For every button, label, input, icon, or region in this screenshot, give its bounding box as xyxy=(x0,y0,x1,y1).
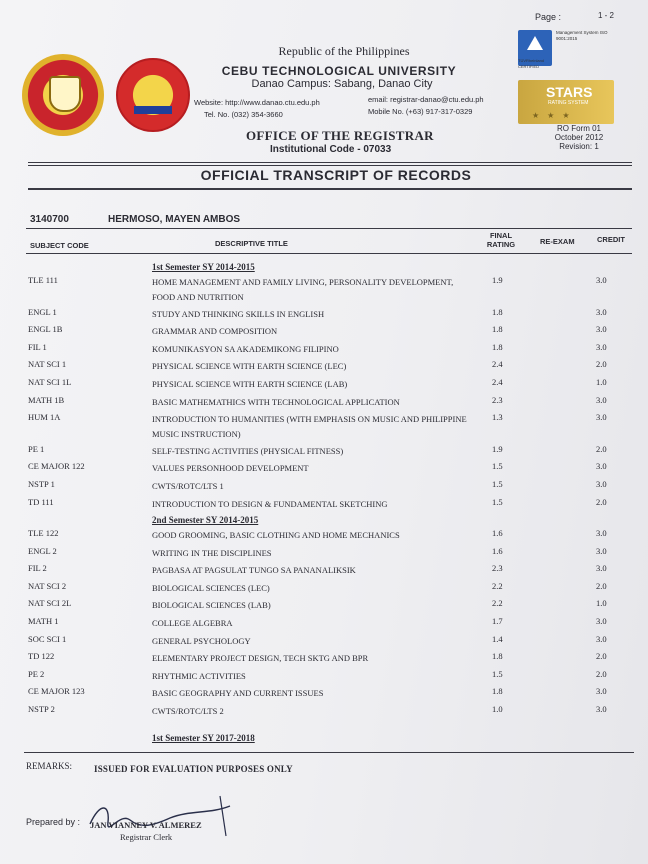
credit-units: 2.0 xyxy=(596,443,607,454)
subject-title: BIOLOGICAL SCIENCES (LEC) xyxy=(152,582,270,593)
final-rating: 2.3 xyxy=(492,563,503,574)
stars-label: STARS xyxy=(546,84,593,100)
credit-units: 3.0 xyxy=(596,306,607,317)
subject-code: TD 111 xyxy=(28,496,54,507)
final-rating: 1.5 xyxy=(492,461,503,472)
credit-units: 3.0 xyxy=(596,528,607,538)
final-rating: 2.4 xyxy=(492,377,503,387)
divider xyxy=(26,253,632,254)
subject-code: CE MAJOR 122 xyxy=(28,461,85,472)
credit-units: 2.0 xyxy=(596,580,607,591)
final-rating: 2.2 xyxy=(492,598,503,609)
final-rating: 1.8 xyxy=(492,341,503,352)
divider xyxy=(28,162,632,163)
subject-title: VALUES PERSONHOOD DEVELOPMENT xyxy=(152,463,309,474)
subject-code: HUM 1A xyxy=(28,412,61,423)
page-number: 1 - 2 xyxy=(598,11,615,20)
semester-heading: 1st Semester SY 2017-2018 xyxy=(152,733,255,743)
subject-code: TD 122 xyxy=(28,651,55,662)
credit-units: 3.0 xyxy=(596,563,607,574)
subject-code: NSTP 2 xyxy=(28,704,55,714)
subject-code: ENGL 2 xyxy=(28,545,57,556)
credit-units: 3.0 xyxy=(596,545,607,556)
final-rating: 2.2 xyxy=(492,580,503,591)
subject-title: CWTS/ROTC/LTS 1 xyxy=(152,481,224,491)
stars-icon: ★★★ xyxy=(532,111,578,120)
form-info xyxy=(548,124,610,151)
credit-units: 3.0 xyxy=(596,341,607,352)
final-rating: 1.5 xyxy=(492,479,503,489)
final-rating: 1.0 xyxy=(492,704,503,714)
subject-code: PE 2 xyxy=(28,668,45,679)
institutional-code: Institutional Code - 07033 xyxy=(270,144,392,155)
final-rating: 1.9 xyxy=(492,275,503,285)
credit-units: 3.0 xyxy=(596,704,607,714)
subject-code: NAT SCI 1 xyxy=(28,359,67,370)
column-header-code: SUBJECT CODE xyxy=(30,241,89,250)
iso-certification-badge xyxy=(516,28,616,76)
subject-title: PAGBASA AT PAGSULAT TUNGO SA PANANALIKSIK xyxy=(152,565,356,576)
final-rating: 1.8 xyxy=(492,306,503,317)
credit-units: 3.0 xyxy=(596,394,607,405)
divider xyxy=(26,228,632,229)
republic-line: Republic of the Philippines xyxy=(278,44,410,58)
semester-heading: 2nd Semester SY 2014-2015 xyxy=(152,515,259,525)
subject-title: STUDY AND THINKING SKILLS IN ENGLISH xyxy=(152,308,325,319)
email-text: email: registrar-danao@ctu.edu.ph xyxy=(368,95,484,104)
credit-units: 3.0 xyxy=(596,633,607,644)
final-rating: 1.8 xyxy=(492,324,503,335)
subject-code: ENGL 1 xyxy=(28,306,57,317)
subject-title: PHYSICAL SCIENCE WITH EARTH SCIENCE (LAB) xyxy=(152,379,348,389)
website-text: Website: http://www.danao.ctu.edu.ph xyxy=(194,98,320,107)
subject-title: BASIC GEOGRAPHY AND CURRENT ISSUES xyxy=(152,688,324,699)
subject-title: KOMUNIKASYON SA AKADEMIKONG FILIPINO xyxy=(152,343,339,354)
office-title: OFFICE OF THE REGISTRAR xyxy=(246,128,434,143)
subject-title: PHYSICAL SCIENCE WITH EARTH SCIENCE (LEC) xyxy=(152,361,347,372)
subject-title: CWTS/ROTC/LTS 2 xyxy=(152,706,224,716)
credit-units: 1.0 xyxy=(596,377,607,387)
credit-units: 3.0 xyxy=(596,686,607,697)
subject-code: PE 1 xyxy=(28,443,45,454)
credit-units: 3.0 xyxy=(596,324,607,335)
divider xyxy=(28,165,632,166)
final-rating: 1.8 xyxy=(492,651,503,662)
subject-title: RHYTHMIC ACTIVITIES xyxy=(152,670,246,681)
subject-code: NSTP 1 xyxy=(28,479,55,489)
subject-title: ELEMENTARY PROJECT DESIGN, TECH SKTG AND BPR xyxy=(152,653,369,664)
form-revision: Revision: 1 xyxy=(559,142,599,151)
subject-code: TLE 111 xyxy=(28,275,58,285)
subject-code: NAT SCI 2L xyxy=(28,598,72,609)
final-rating: 1.8 xyxy=(492,686,503,697)
final-rating: 1.4 xyxy=(492,633,503,644)
final-rating: 1.3 xyxy=(492,412,503,423)
subject-title: INTRODUCTION TO DESIGN & FUNDAMENTAL SKETCHING xyxy=(152,498,388,509)
page-label: Page : xyxy=(535,12,562,22)
final-rating: 1.9 xyxy=(492,443,503,454)
semester-heading: 1st Semester SY 2014-2015 xyxy=(152,262,255,272)
credit-units: 3.0 xyxy=(596,479,607,489)
subject-title: GOOD GROOMING, BASIC CLOTHING AND HOME MECHANICS xyxy=(152,530,400,540)
final-rating: 1.5 xyxy=(492,496,503,507)
prepared-by-label: Prepared by : xyxy=(26,817,81,827)
subject-title: INTRODUCTION TO HUMANITIES (WITH EMPHASIS ON MUSIC AND PHILIPPINE MUSIC INSTRUCTION) xyxy=(152,414,467,440)
stars-sublabel: RATING SYSTEM xyxy=(548,100,589,106)
divider xyxy=(24,752,634,753)
subject-title: BIOLOGICAL SCIENCES (LAB) xyxy=(152,600,271,611)
stars-rating-badge xyxy=(518,80,614,124)
subject-title: WRITING IN THE DISCIPLINES xyxy=(152,547,272,558)
final-rating: 1.5 xyxy=(492,668,503,679)
column-header-title: DESCRIPTIVE TITLE xyxy=(215,239,288,248)
registrar-role: Registrar Clerk xyxy=(120,832,173,842)
subject-code: CE MAJOR 123 xyxy=(28,686,85,697)
credit-units: 3.0 xyxy=(596,616,607,626)
credit-units: 1.0 xyxy=(596,598,607,609)
registrar-name: JAN VIANNEY V. ALMEREZ xyxy=(90,820,202,830)
student-name: HERMOSO, MAYEN AMBOS xyxy=(108,214,241,225)
subject-code: ENGL 1B xyxy=(28,324,63,335)
subject-title: GRAMMAR AND COMPOSITION xyxy=(152,326,278,337)
telephone-text: Tel. No. (032) 354-3660 xyxy=(204,110,283,119)
campus-address: Danao Campus: Sabang, Danao City xyxy=(251,78,433,90)
divider xyxy=(28,188,632,190)
credit-units: 3.0 xyxy=(596,275,607,285)
credit-units: 3.0 xyxy=(596,412,607,423)
subject-code: TLE 122 xyxy=(28,528,59,538)
credit-units: 2.0 xyxy=(596,496,607,507)
subject-title: SELF-TESTING ACTIVITIES (PHYSICAL FITNESS) xyxy=(152,445,344,456)
subject-code: MATH 1 xyxy=(28,616,59,626)
credit-units: 2.0 xyxy=(596,668,607,679)
student-id: 3140700 xyxy=(30,214,69,225)
subject-title: GENERAL PSYCHOLOGY xyxy=(152,635,251,646)
subject-code: NAT SCI 2 xyxy=(28,580,67,591)
mobile-text: Mobile No. (+63) 917-317-0329 xyxy=(368,107,473,116)
form-code: RO Form 01 xyxy=(556,124,601,133)
subject-code: SOC SCI 1 xyxy=(28,633,67,644)
final-rating: 2.4 xyxy=(492,359,503,370)
remarks-label: REMARKS: xyxy=(26,761,73,771)
cert-badge-label: TÜVRheinland CERTIFIED xyxy=(518,58,545,69)
university-name: CEBU TECHNOLOGICAL UNIVERSITY xyxy=(221,64,457,78)
column-header-final: FINAL RATING xyxy=(486,231,516,249)
credit-units: 3.0 xyxy=(596,461,607,472)
document-title: OFFICIAL TRANSCRIPT OF RECORDS xyxy=(200,167,472,183)
credit-units: 2.0 xyxy=(596,359,607,370)
subject-code: MATH 1B xyxy=(28,394,65,405)
subject-code: FIL 1 xyxy=(28,341,47,352)
subject-title: HOME MANAGEMENT AND FAMILY LIVING, PERSONALITY DEVELOPMENT, FOOD AND NUTRITION xyxy=(152,277,454,302)
form-date: October 2012 xyxy=(554,133,604,142)
column-header-credit: CREDIT xyxy=(597,235,625,244)
final-rating: 1.6 xyxy=(492,545,503,556)
subject-title: BASIC MATHEMATHICS WITH TECHNOLOGICAL APPLICATION xyxy=(152,396,400,407)
subject-title: COLLEGE ALGEBRA xyxy=(152,618,233,628)
credit-units: 2.0 xyxy=(596,651,607,662)
cert-text: Management System ISO 9001:2015 xyxy=(556,30,608,41)
subject-code: FIL 2 xyxy=(28,563,47,574)
column-header-reexam: RE-EXAM xyxy=(540,237,575,246)
final-rating: 1.6 xyxy=(492,528,503,538)
final-rating: 1.7 xyxy=(492,616,503,626)
final-rating: 2.3 xyxy=(492,394,503,405)
subject-code: NAT SCI 1L xyxy=(28,377,72,387)
remarks-value: ISSUED FOR EVALUATION PURPOSES ONLY xyxy=(94,764,293,774)
